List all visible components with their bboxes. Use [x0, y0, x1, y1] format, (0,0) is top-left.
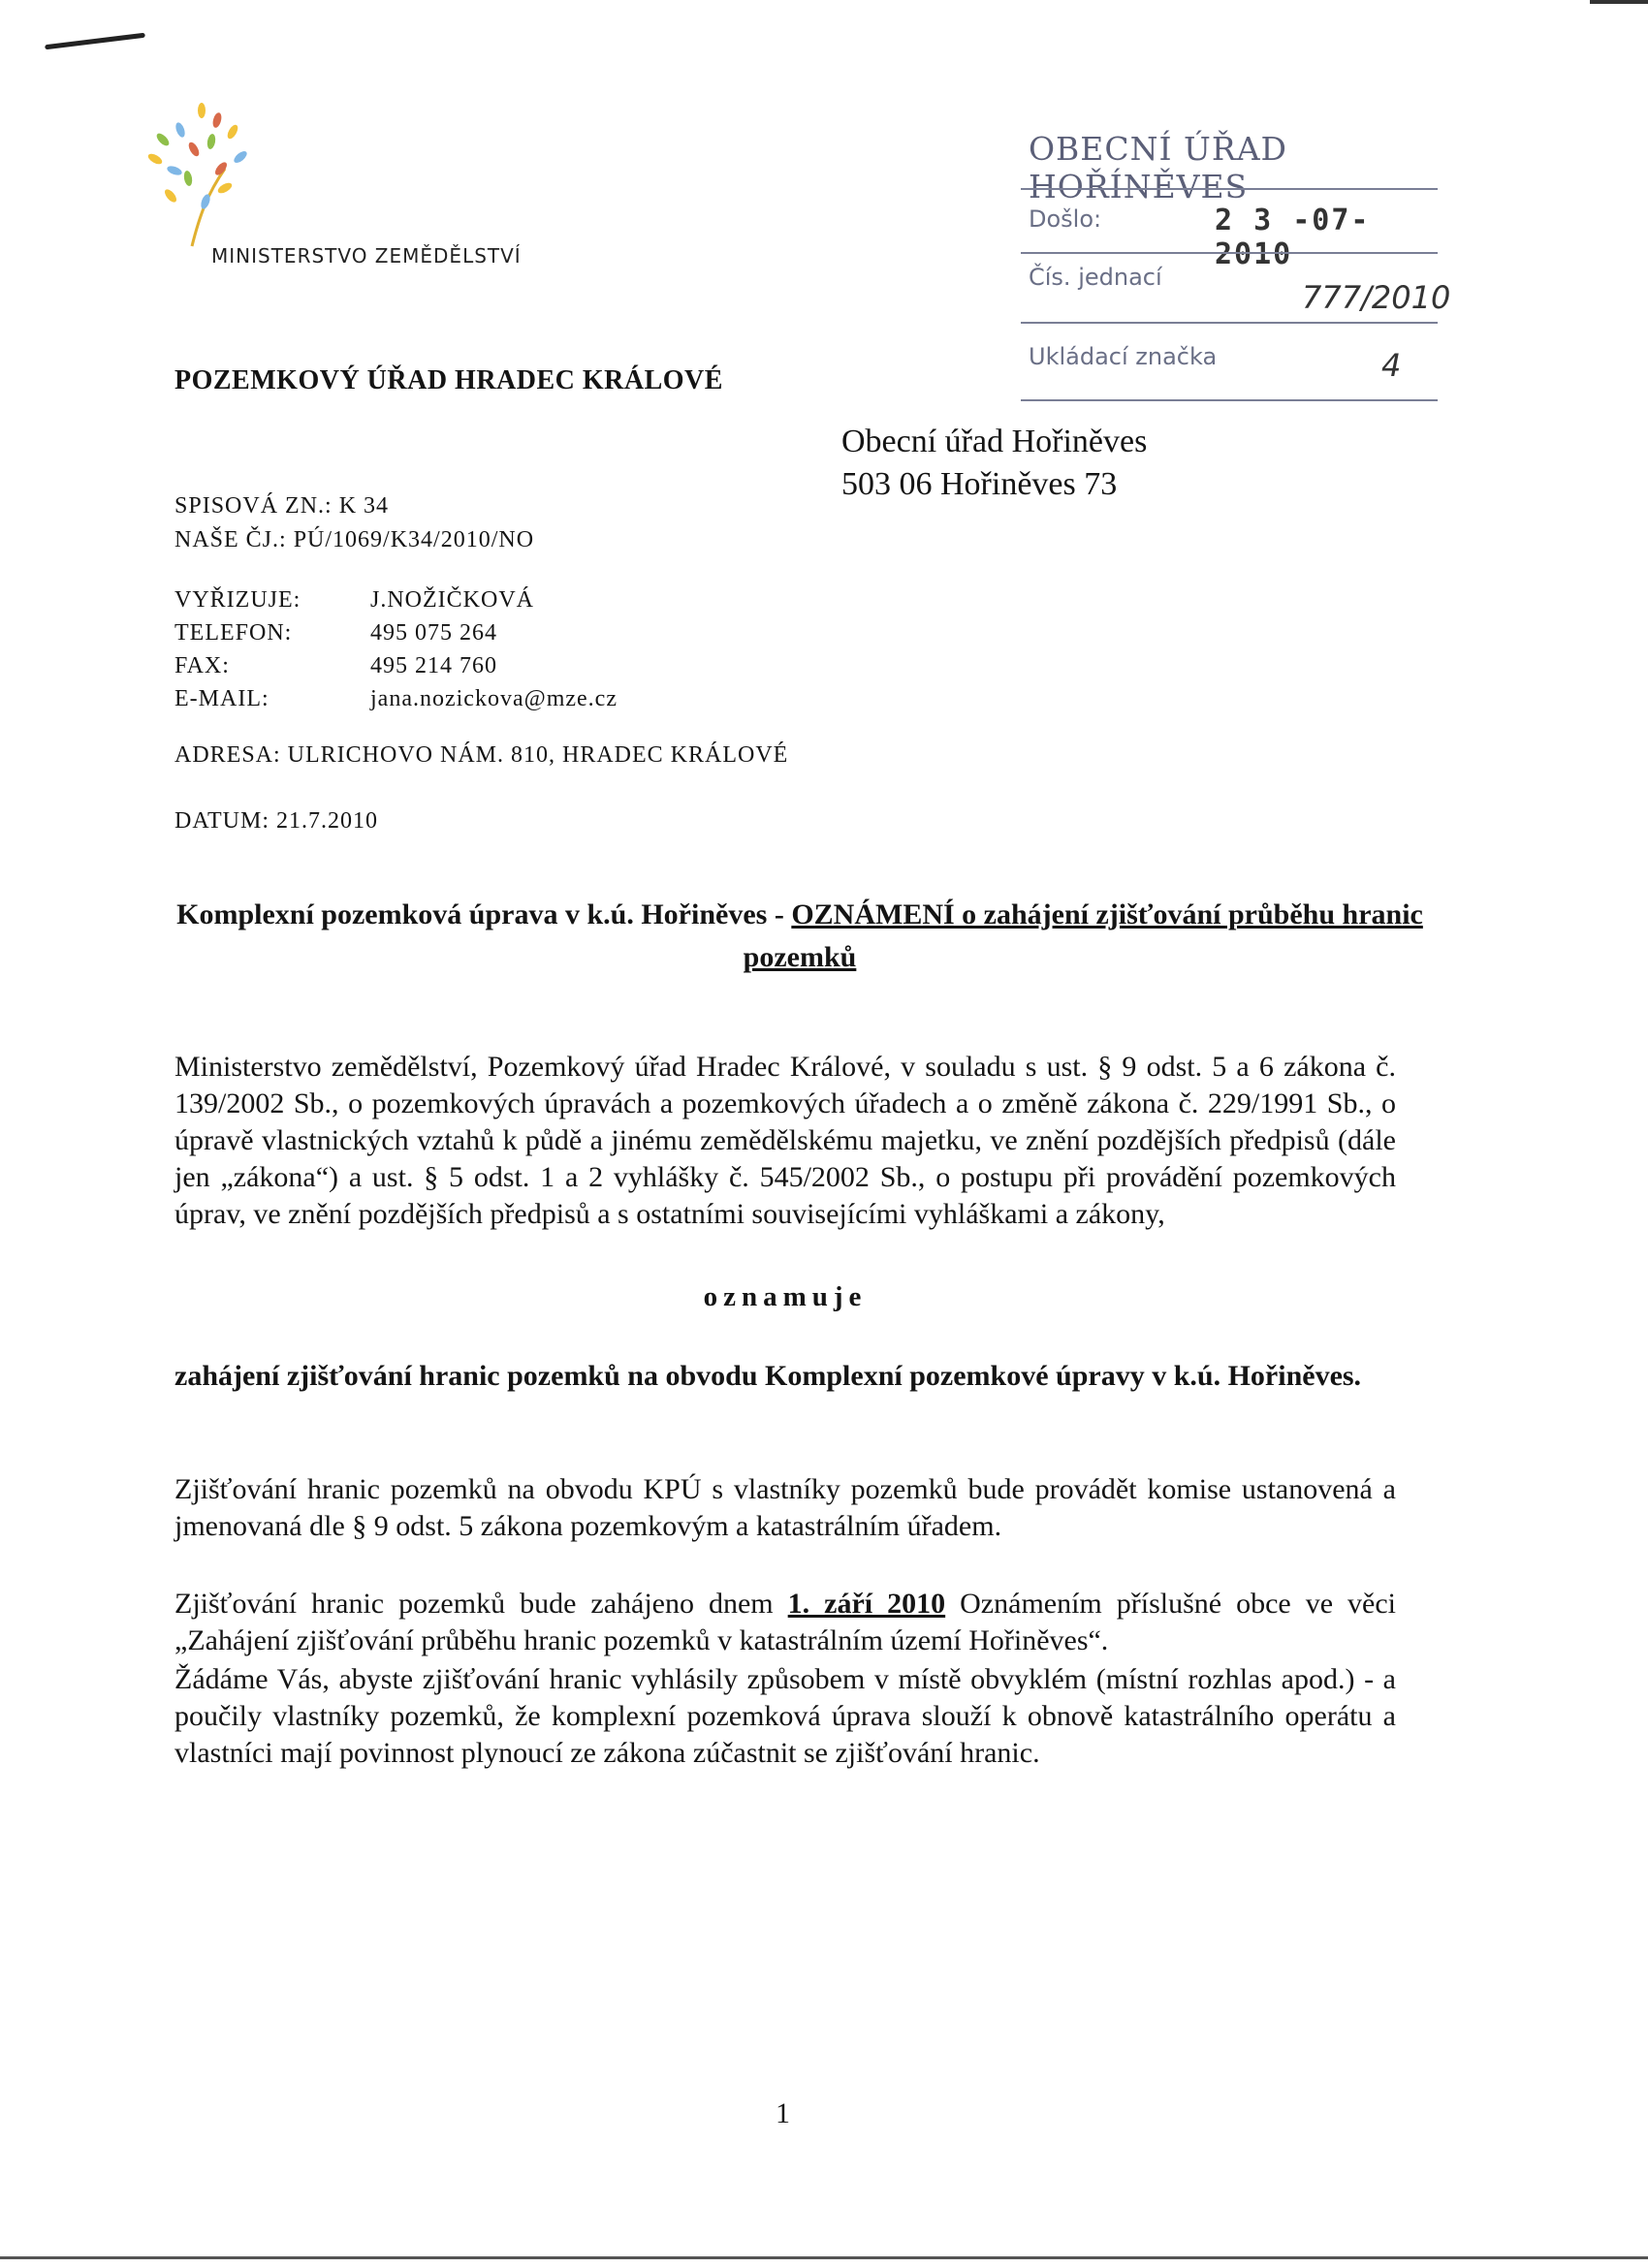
- stamp-divider: [1021, 399, 1438, 401]
- scan-artifact: [0, 2256, 1648, 2259]
- stamp-divider: [1021, 252, 1438, 254]
- subject-lead: Komplexní pozemková úprava v k.ú. Hořiněves -: [176, 898, 792, 930]
- body-paragraph: Žádáme Vás, abyste zjišťování hranic vyhlásily způsobem v místě obvyklém (místní rozhlas apod.) - a poučily vlastníky pozemků, že komplexní pozemková úprava slouží k obnově katastrálního operátu a vlastníci mají povinnost plynoucí ze zákona zúčastnit se zjišťování hranic.: [174, 1663, 1396, 1769]
- file-number: SPISOVÁ ZN.: K 34: [174, 493, 390, 519]
- subject-notice: OZNÁMENÍ o zahájení zjišťování průběhu hranic pozemků: [743, 898, 1423, 973]
- letter-date: DATUM: 21.7.2010: [174, 808, 379, 834]
- stamp-divider: [1021, 188, 1438, 190]
- body-paragraph: Ministerstvo zemědělství, Pozemkový úřad Hradec Králové, v souladu s ust. § 9 odst. 5 a 6 zákona č. 139/2002 Sb., o pozemkových úpravách a pozemkových úřadech a o změně zákona č. 229/1991 Sb., o úpravě vlastnických vztahů k půdě a jinému zemědělskému majetku, ve znění pozdějších předpisů (dále jen „zákona“) a ust. § 5 odst. 1 a 2 vyhlášky č. 545/2002 Sb., o postupu při provádění pozemkových úprav, ve znění pozdějších předpisů a s ostatními souvisejícími vyhláškami a zákony,: [174, 1051, 1396, 1230]
- phone-value: 495 075 264: [370, 620, 497, 646]
- contact-block: [174, 583, 618, 715]
- stamp-received-date: 2 3 -07- 2010: [1215, 204, 1371, 271]
- body-paragraph: [174, 1586, 1396, 1659]
- handler-label: VYŘIZUJE:: [174, 587, 301, 613]
- scan-artifact: [1590, 0, 1648, 4]
- handler-value: J.NOŽIČKOVÁ: [370, 587, 534, 613]
- received-stamp: [1021, 112, 1451, 413]
- phone-label: TELEFON:: [174, 620, 293, 646]
- fax-value: 495 214 760: [370, 653, 497, 678]
- para3-rest: Oznámením příslušné obce ve věci „Zahájení zjišťování průběhu hranic pozemků v katastrálním území Hořiněves“.: [174, 1588, 1397, 1656]
- ministry-logo: [136, 101, 291, 256]
- letter-subject: [174, 894, 1425, 979]
- start-date: 1. září 2010: [787, 1588, 946, 1620]
- announcement-statement: zahájení zjišťování hranic pozemků na obvodu Komplexní pozemkové úpravy v k.ú. Hořiněves.: [174, 1360, 1362, 1392]
- announce-heading: oznamuje: [703, 1281, 868, 1312]
- scan-artifact: [45, 33, 145, 50]
- stamp-ref-label: Čís. jednací: [1029, 264, 1162, 291]
- reference-block: [174, 489, 534, 557]
- stamp-attachments: 4: [1381, 347, 1402, 384]
- para3-start: Zjišťování hranic pozemků bude zahájeno dnem: [174, 1588, 788, 1620]
- stamp-received-label: Došlo:: [1029, 205, 1102, 233]
- recipient-line: 503 06 Hořiněves 73: [841, 466, 1118, 502]
- stamp-title: OBECNÍ ÚŘAD HOŘÍNĚVES: [1029, 130, 1287, 205]
- office-address: ADRESA: ULRICHOVO NÁM. 810, HRADEC KRÁLOVÉ: [174, 742, 789, 768]
- stamp-ref-value: 777/2010: [1302, 279, 1451, 316]
- stamp-filing-label: Ukládací značka: [1029, 343, 1218, 370]
- email-value: jana.nozickova@mze.cz: [370, 686, 618, 711]
- recipient-line: Obecní úřad Hořiněves: [841, 424, 1148, 459]
- body-paragraph: Zjišťování hranic pozemků na obvodu KPÚ s vlastníky pozemků bude provádět komise ustanovená a jmenovaná dle § 9 odst. 5 zákona pozemkovým a katastrálním úřadem.: [174, 1473, 1396, 1542]
- our-reference: NAŠE ČJ.: PÚ/1069/K34/2010/NO: [174, 527, 535, 552]
- email-label: E-MAIL:: [174, 686, 269, 711]
- page-number: 1: [776, 2097, 790, 2129]
- recipient-address: [841, 421, 1147, 506]
- ministry-name: MINISTERSTVO ZEMĚDĚLSTVÍ: [211, 244, 522, 268]
- stamp-divider: [1021, 322, 1438, 324]
- fax-label: FAX:: [174, 653, 230, 678]
- office-name: POZEMKOVÝ ÚŘAD HRADEC KRÁLOVÉ: [174, 365, 723, 395]
